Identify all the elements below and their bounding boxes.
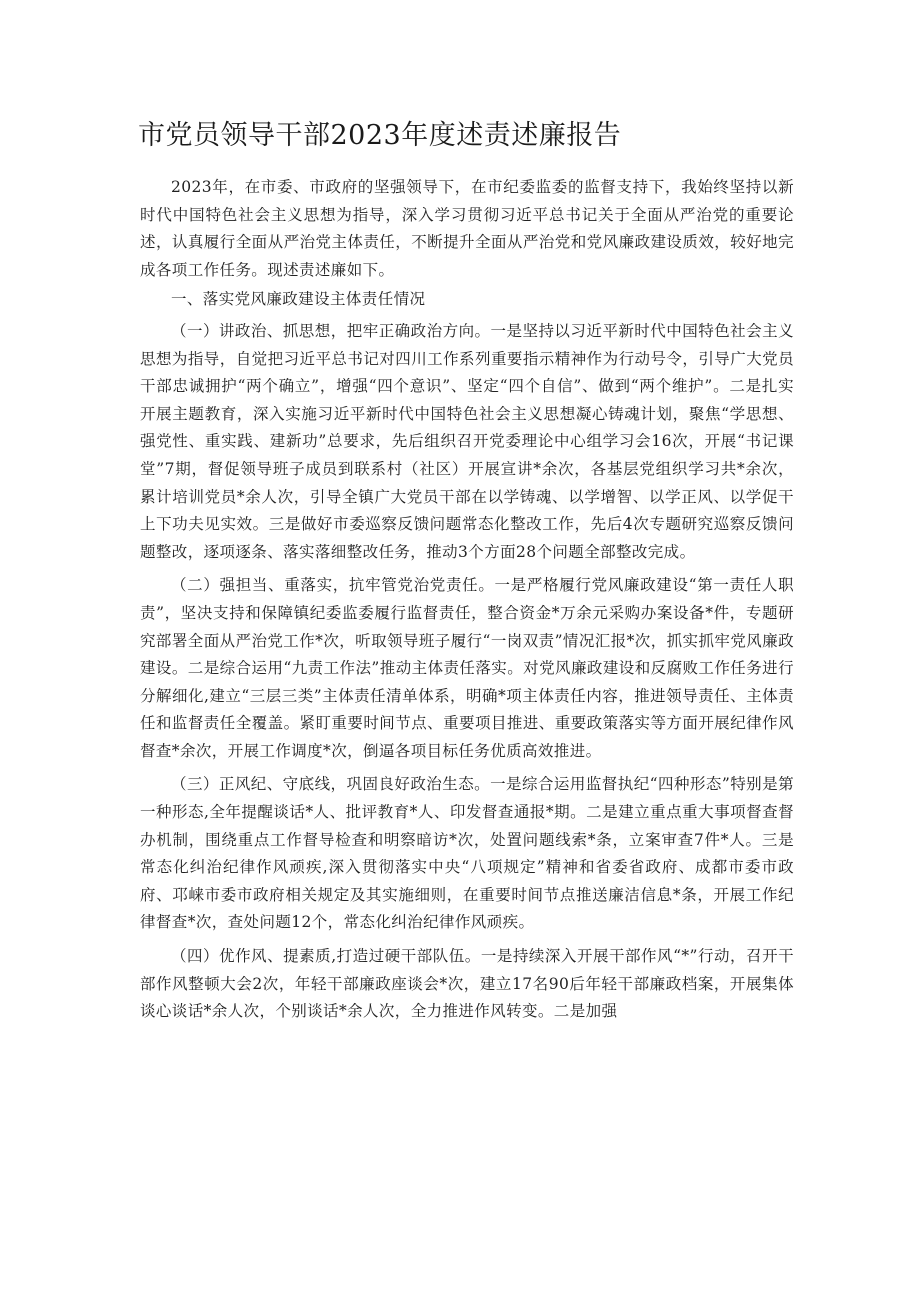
subsection-1-paragraph: （一）讲政治、抓思想，把牢正确政治方向。一是坚持以习近平新时代中国特色社会主义思想为指导，自觉把习近平总书记对四川工作系列重要指示精神作为行动号令，引导广大党员干部忠诚拥护“两个确立”，增强“四个意识”、坚定“四个自信”、做到“两个维护”。二是扎实开展主题教育，深入实施习近平新时代中国特色社会主义思想凝心铸魂计划，聚焦“学思想、强党性、重实践、建新功”总要求，先后组织召开党委理论中心组学习会16次，开展“书记课堂”7期，督促领导班子成员到联系村（社区）开展宣讲*余次，各基层党组织学习共*余次，累计培训党员*余人次，引导全镇广大党员干部在以学铸魂、以学增智、以学正风、以学促干上下功夫见实效。三是做好市委巡察反馈问题常态化整改工作，先后4次专题研究巡察反馈问题整改，逐项逐条、落实落细整改任务，推动3个方面28个问题全部整改完成。 xyxy=(140,321,794,561)
intro-paragraph: 2023年，在市委、市政府的坚强领导下，在市纪委监委的监督支持下，我始终坚持以新时代中国特色社会主义思想为指导，深入学习贯彻习近平总书记关于全面从严治党的重要论述，认真履行全面从严治党主体责任，不断提升全面从严治党和党风廉政建设质效，较好地完成各项工作任务。现述责述廉如下。 xyxy=(140,178,794,279)
document-title: 市党员领导干部2023年度述责述廉报告 xyxy=(138,120,622,151)
subsection-2-paragraph: （二）强担当、重落实，抗牢管党治党责任。一是严格履行党风廉政建设“第一责任人职责”，坚决支持和保障镇纪委监委履行监督责任，整合资金*万余元采购办案设备*件，专题研究部署全面从严治党工作*次，听取领导班子履行“一岗双责”情况汇报*次，抓实抓牢党风廉政建设。二是综合运用“九责工作法”推动主体责任落实。对党风廉政建设和反腐败工作任务进行分解细化,建立“三层三类”主体责任清单体系，明确*项主体责任内容，推进领导责任、主体责任和监督责任全覆盖。紧盯重要时间节点、重要项目推进、重要政策落实等方面开展纪律作风督查*余次，开展工作调度*次，倒逼各项目标任务优质高效推进。 xyxy=(140,576,794,760)
subsection-3-paragraph: （三）正风纪、守底线，巩固良好政治生态。一是综合运用监督执纪“四种形态”特别是第一种形态,全年提醒谈话*人、批评教育*人、印发督查通报*期。二是建立重点重大事项督查督办机制，围绕重点工作督导检查和明察暗访*次，处置问题线索*条，立案审查7件*人。三是常态化纠治纪律作风顽疾,深入贯彻落实中央“八项规定”精神和省委省政府、成都市委市政府、邛崃市委市政府相关规定及其实施细则，在重要时间节点推送廉洁信息*条，开展工作纪律督查*次，查处问题12个，常态化纠治纪律作风顽疾。 xyxy=(140,775,794,932)
section-heading-1: 一、落实党风廉政建设主体责任情况 xyxy=(171,290,426,309)
subsection-4-paragraph: （四）优作风、提素质,打造过硬干部队伍。一是持续深入开展干部作风“*”行动，召开干部作风整顿大会2次，年轻干部廉政座谈会*次，建立17名90后年轻干部廉政档案，开展集体谈心谈话*余人次，个别谈话*余人次，全力推进作风转变。二是加强 xyxy=(140,947,794,1021)
document-body xyxy=(140,174,794,1026)
